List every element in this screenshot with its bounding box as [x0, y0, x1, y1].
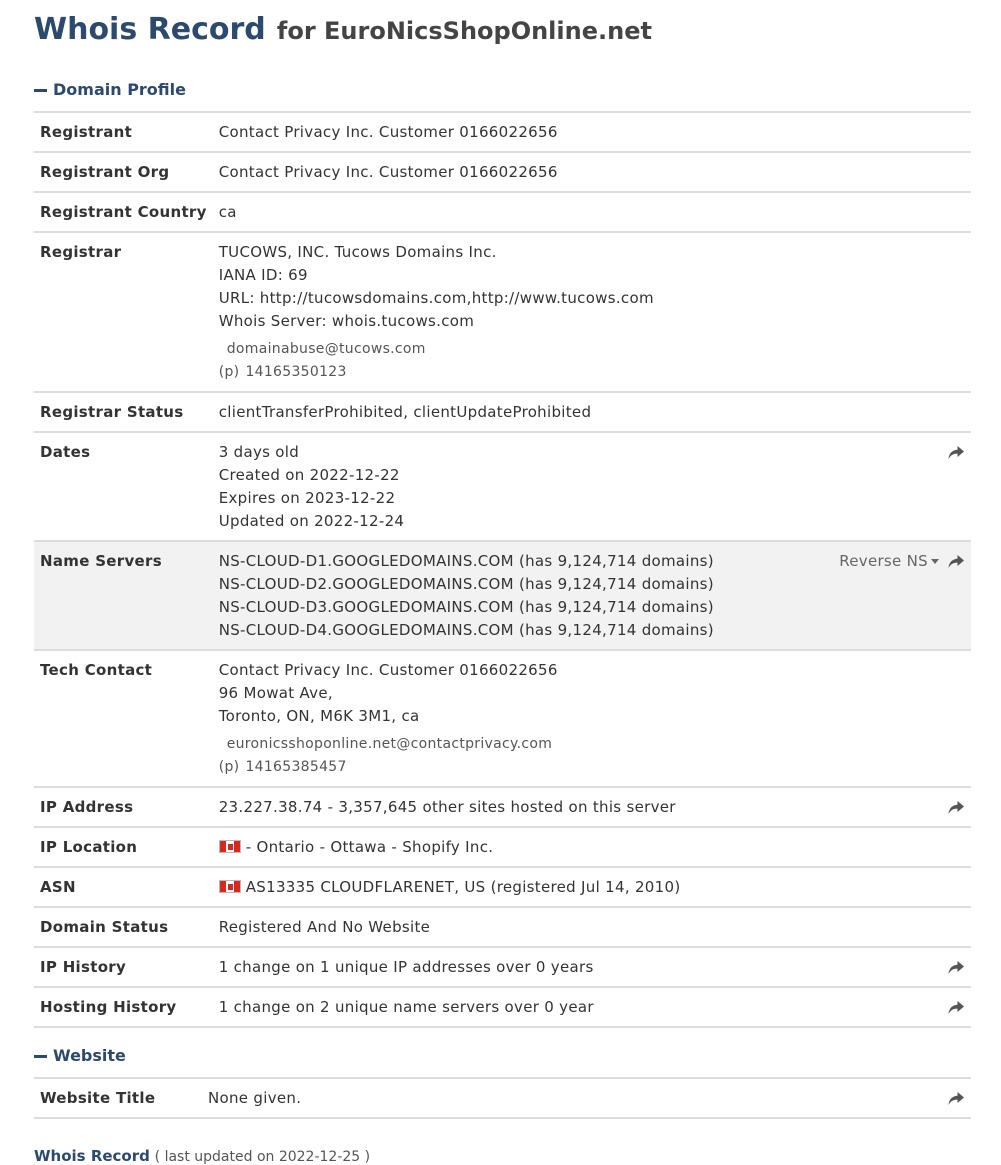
row-registrant-org [34, 152, 971, 192]
registrar-phone-number: 14165350123 [245, 364, 347, 380]
registrar-status-value: clientTransferProhibited, clientUpdateProhibited [218, 403, 592, 421]
domain-status-label: Domain Status [40, 918, 169, 936]
reverse-ns-label: Reverse NS [839, 552, 928, 570]
tech-contact-email: euronicsshoponline.net@contactprivacy.com [226, 736, 553, 752]
ip-address-label: IP Address [40, 798, 134, 816]
row-ip-history [34, 947, 971, 987]
dates-expires: Expires on 2023-12-22 [218, 489, 396, 507]
name-servers-label: Name Servers [40, 552, 162, 570]
website-heading[interactable] [34, 1044, 971, 1068]
registrar-whois-server: Whois Server: whois.tucows.com [218, 312, 475, 330]
ip-history-value: 1 change on 1 unique IP addresses over 0 years [218, 958, 594, 976]
page-title-domain: for EuroNicsShopOnline.net [276, 17, 652, 45]
dates-age: 3 days old [218, 443, 300, 461]
registrant-value: Contact Privacy Inc. Customer 0166022656 [218, 123, 558, 141]
website-title-label: Website Title [40, 1089, 156, 1107]
page-title [34, 0, 971, 50]
row-asn [34, 867, 971, 907]
tech-contact-label: Tech Contact [40, 661, 153, 679]
row-registrar-status [34, 392, 971, 432]
phone-prefix: (p) [218, 364, 240, 380]
registrant-org-value: Contact Privacy Inc. Customer 0166022656 [218, 163, 558, 181]
name-server-item: NS-CLOUD-D2.GOOGLEDOMAINS.COM (has 9,124,714 domains) [218, 575, 714, 593]
row-domain-status [34, 907, 971, 947]
share-arrow-icon[interactable] [947, 1091, 965, 1107]
row-hosting-history [34, 987, 971, 1027]
ip-location-label: IP Location [40, 838, 138, 856]
share-arrow-icon[interactable] [947, 554, 965, 570]
page-title-main: Whois Record [34, 12, 266, 47]
name-server-item: NS-CLOUD-D4.GOOGLEDOMAINS.COM (has 9,124,714 domains) [218, 621, 714, 639]
registrar-url: URL: http://tucowsdomains.com,http://www.tucows.com [218, 289, 654, 307]
canada-flag-icon [219, 840, 241, 853]
tech-contact-phone-number: 14165385457 [245, 759, 347, 775]
row-registrar [34, 232, 971, 392]
website-heading-label: Website [53, 1046, 126, 1065]
caret-down-icon [931, 559, 939, 564]
registrant-label: Registrant [40, 123, 133, 141]
registrar-name: TUCOWS, INC. Tucows Domains Inc. [218, 243, 497, 261]
website-title-value: None given. [208, 1089, 302, 1107]
name-server-item: NS-CLOUD-D1.GOOGLEDOMAINS.COM (has 9,124,714 domains) [218, 552, 714, 570]
registrar-label: Registrar [40, 243, 122, 261]
row-dates [34, 432, 971, 541]
name-server-item: NS-CLOUD-D3.GOOGLEDOMAINS.COM (has 9,124,714 domains) [218, 598, 714, 616]
row-ip-address [34, 787, 971, 827]
footer-last-updated: ( last updated on 2022-12-25 ) [154, 1149, 371, 1165]
domain-profile-heading-label: Domain Profile [53, 80, 186, 99]
dates-created: Created on 2022-12-22 [218, 466, 400, 484]
footer-whois-record-link[interactable]: Whois Record [34, 1147, 150, 1165]
tech-contact-name: Contact Privacy Inc. Customer 0166022656 [218, 661, 558, 679]
reverse-ns-dropdown[interactable] [839, 552, 939, 570]
share-arrow-icon[interactable] [947, 800, 965, 816]
minus-icon[interactable] [34, 89, 47, 92]
row-registrant [34, 112, 971, 152]
tech-contact-street: 96 Mowat Ave, [218, 684, 333, 702]
ip-history-label: IP History [40, 958, 127, 976]
row-registrant-country [34, 192, 971, 232]
registrant-country-label: Registrant Country [40, 203, 207, 221]
share-arrow-icon[interactable] [947, 960, 965, 976]
ip-address-value: 23.227.38.74 - 3,357,645 other sites hosted on this server [218, 798, 676, 816]
asn-value: AS13335 CLOUDFLARENET, US (registered Jul 14, 2010) [245, 878, 681, 896]
minus-icon[interactable] [34, 1055, 47, 1058]
asn-label: ASN [40, 878, 76, 896]
footer [34, 1147, 971, 1165]
domain-profile-heading[interactable] [34, 78, 971, 102]
domain-status-value: Registered And No Website [218, 918, 431, 936]
share-arrow-icon[interactable] [947, 445, 965, 461]
row-name-servers [34, 541, 971, 650]
phone-prefix: (p) [218, 759, 240, 775]
row-ip-location [34, 827, 971, 867]
registrant-country-value: ca [218, 203, 237, 221]
row-website-title [34, 1078, 971, 1118]
dates-updated: Updated on 2022-12-24 [218, 512, 405, 530]
registrar-iana: IANA ID: 69 [218, 266, 308, 284]
registrar-email: domainabuse@tucows.com [226, 341, 426, 357]
domain-profile-table [34, 111, 971, 1028]
registrar-status-label: Registrar Status [40, 403, 184, 421]
tech-contact-city: Toronto, ON, M6K 3M1, ca [218, 707, 420, 725]
hosting-history-value: 1 change on 2 unique name servers over 0 year [218, 998, 594, 1016]
dates-label: Dates [40, 443, 91, 461]
share-arrow-icon[interactable] [947, 1000, 965, 1016]
hosting-history-label: Hosting History [40, 998, 177, 1016]
ip-location-value: - Ontario - Ottawa - Shopify Inc. [245, 838, 494, 856]
canada-flag-icon [219, 880, 241, 893]
registrant-org-label: Registrant Org [40, 163, 170, 181]
registrar-phone [219, 361, 813, 384]
row-tech-contact [34, 650, 971, 787]
tech-contact-phone [219, 756, 813, 779]
